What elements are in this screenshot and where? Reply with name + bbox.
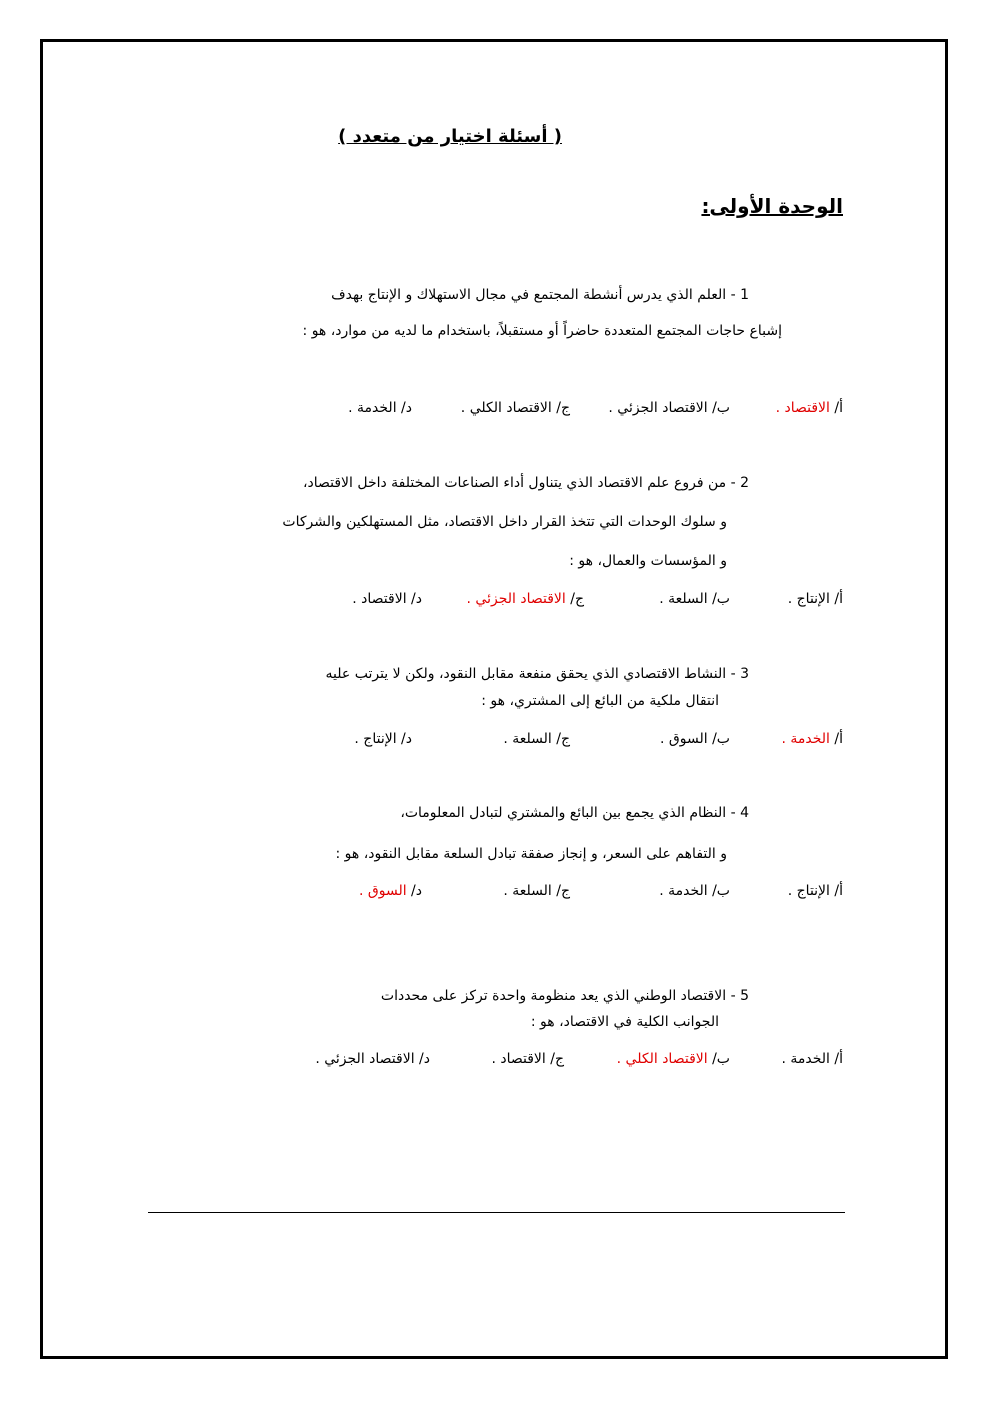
page-title: ( أسئلة اختيار من متعدد ) <box>338 126 562 147</box>
question-3-option-a: أ/ الخدمة . <box>781 731 843 747</box>
question-2-option-a: أ/ الإنتاج . <box>787 591 843 607</box>
unit-heading: الوحدة الأولى: <box>701 194 843 218</box>
question-1-option-c: ج/ الاقتصاد الكلي . <box>460 400 570 416</box>
question-2-option-d: د/ الاقتصاد . <box>352 591 422 607</box>
question-4-line-2: و التفاهم على السعر، و إنجاز صفقة تبادل السلعة مقابل النقود، هو : <box>335 846 727 862</box>
question-1-option-d: د/ الخدمة . <box>348 400 412 416</box>
question-1-line-2: إشباع حاجات المجتمع المتعددة حاضراً أو مستقبلاً، باستخدام ما لديه من موارد، هو : <box>302 323 782 339</box>
question-4-line-1: 4 - النظام الذي يجمع بين البائع والمشتري لتبادل المعلومات، <box>400 805 749 821</box>
question-5-line-2: الجوانب الكلية في الاقتصاد، هو : <box>530 1014 719 1030</box>
question-5-option-a: أ/ الخدمة . <box>781 1051 843 1067</box>
question-3-line-1: 3 - النشاط الاقتصادي الذي يحقق منفعة مقابل النقود، ولكن لا يترتب عليه <box>325 666 749 682</box>
question-5-option-d: د/ الاقتصاد الجزئي . <box>315 1051 430 1067</box>
question-2-line-3: و المؤسسات والعمال، هو : <box>569 553 727 569</box>
question-4-option-c: ج/ السلعة . <box>503 883 570 899</box>
question-5-option-b: ب/ الاقتصاد الكلي . <box>616 1051 730 1067</box>
question-3-option-c: ج/ السلعة . <box>503 731 570 747</box>
footer-rule <box>148 1212 845 1213</box>
question-4-option-b: ب/ الخدمة . <box>659 883 730 899</box>
question-5-line-1: 5 - الاقتصاد الوطني الذي يعد منظومة واحدة تركز على محددات <box>380 988 749 1004</box>
question-1-option-b: ب/ الاقتصاد الجزئي . <box>608 400 730 416</box>
question-5-option-c: ج/ الاقتصاد . <box>491 1051 564 1067</box>
question-3-line-2: انتقال ملكية من البائع إلى المشتري، هو : <box>481 693 719 709</box>
question-3-option-d: د/ الإنتاج . <box>354 731 412 747</box>
question-2-option-b: ب/ السلعة . <box>659 591 730 607</box>
question-2-line-2: و سلوك الوحدات التي تتخذ القرار داخل الاقتصاد، مثل المستهلكين والشركات <box>282 514 727 530</box>
question-3-option-b: ب/ السوق . <box>660 731 730 747</box>
question-4-option-a: أ/ الإنتاج . <box>787 883 843 899</box>
question-4-option-d: د/ السوق . <box>358 883 422 899</box>
question-1-option-a: أ/ الاقتصاد . <box>775 400 843 416</box>
question-2-option-c: ج/ الاقتصاد الجزئي . <box>466 591 584 607</box>
question-1-line-1: 1 - العلم الذي يدرس أنشطة المجتمع في مجال الاستهلاك و الإنتاج بهدف <box>331 287 749 303</box>
question-2-line-1: 2 - من فروع علم الاقتصاد الذي يتناول أداء الصناعات المختلفة داخل الاقتصاد، <box>302 475 749 491</box>
